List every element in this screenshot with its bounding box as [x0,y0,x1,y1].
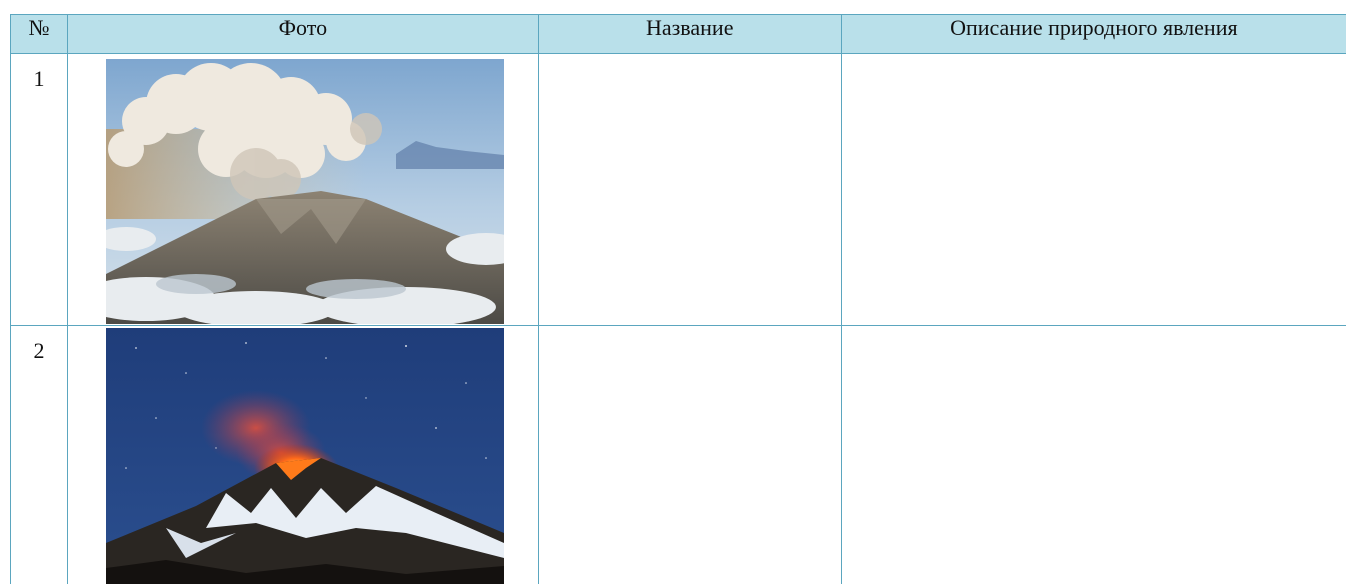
row-number: 1 [33,66,45,91]
name-cell[interactable] [538,54,841,326]
table-row [11,54,1346,326]
description-cell[interactable] [841,326,1346,584]
row-number: 2 [33,338,45,363]
table-header-row [11,15,1346,54]
natural-phenomena-table [10,14,1346,584]
photo-cell [67,326,538,584]
header-number: № [11,15,68,54]
header-description: Описание природного явления [841,15,1346,54]
name-cell[interactable] [538,326,841,584]
erupting-volcano-ash-cloud-photo [106,59,504,324]
photo-cell [67,54,538,326]
volcano-lava-night-photo [106,328,504,584]
row-number-cell [11,326,68,584]
header-photo: Фото [67,15,538,54]
description-cell[interactable] [841,54,1346,326]
table-row [11,326,1346,584]
row-number-cell [11,54,68,326]
header-name: Название [538,15,841,54]
